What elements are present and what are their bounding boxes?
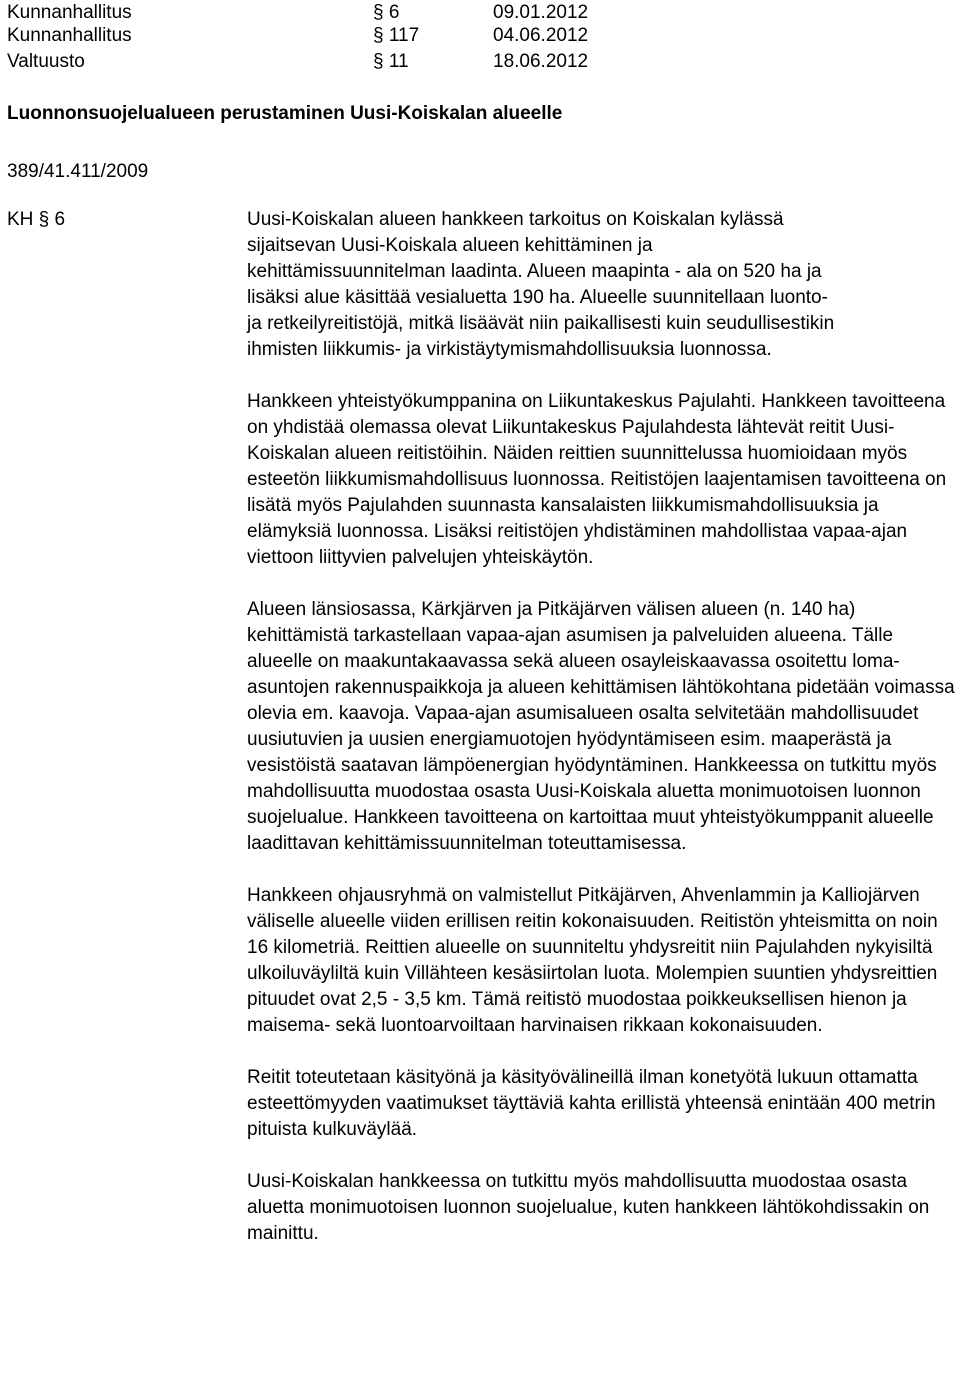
- meeting-date: 18.06.2012: [493, 51, 589, 72]
- paragraph: Hankkeen ohjausryhmä on valmistellut Pitkäjärven, Ahvenlammin ja Kalliojärven väliselle alueelle viiden erillisen reitin kokonaisuuden. Reitistön yhteismitta on noin 16 kilometriä. Reittien alueelle on suunniteltu yhdysreitit niin Pajulahden nykyisiltä ulkoiluväyliltä kuin Villähteen kesäsiirtolan luota. Molempien suuntien yhdysreittien pituudet ovat 2,5 - 3,5 km. Tämä reitistö muodostaa poikkeuksellisen hienon ja maisema- sekä luontoarvoiltaan harvinaisen rikkaan kokonaisuuden.: [247, 885, 938, 1036]
- paragraph: Reitit toteutetaan käsityönä ja käsityövälineillä ilman konetyötä lukuun ottamatta esteettömyyden vaatimukset täyttäviä kahta erillistä yhteensä enintään 400 metrin pituista kulkuväylää.: [247, 1067, 936, 1140]
- paragraph: Uusi-Koiskalan hankkeessa on tutkittu myös mahdollisuutta muodostaa osasta aluetta monimuotoisen luonnon suojelualue, kuten hankkeen lähtökohdissakin on mainittu.: [247, 1171, 930, 1244]
- meeting-body: Valtuusto: [7, 51, 85, 72]
- meeting-body: Kunnanhallitus: [7, 25, 132, 46]
- meeting-date: 09.01.2012: [493, 2, 589, 23]
- paragraph: Uusi-Koiskalan alueen hankkeen tarkoitus on Koiskalan kylässä sijaitsevan Uusi-Koiskala alueen kehittäminen ja kehittämissuunnitelman laadinta. Alueen maapinta - ala on 520 ha ja lisäksi alue käsittää vesialuetta 190 ha. Alueelle suunnitellaan luonto- ja retkeilyreitistöjä, mitkä lisäävät niin paikallisesti kuin seudullisestikin ihmisten liikkumis- ja virkistäytymismahdollisuuksia luonnossa.: [247, 209, 835, 360]
- paragraph-number: § 6: [373, 2, 400, 23]
- paragraph: Hankkeen yhteistyökumppanina on Liikuntakeskus Pajulahti. Hankkeen tavoitteena on yhdistää olemassa olevat Liikuntakeskus Pajulahdesta lähtevät reitit Uusi-Koiskalan alueen reitistöihin. Näiden reittien suunnittelussa huomioidaan myös esteetön liikkumismahdollisuus luonnossa. Reitistöjen laajentamisen tavoitteena on lisätä myös Pajulahden suunnasta kansalaisten liikkumismahdollisuuksia ja elämyksiä luonnossa. Lisäksi reitistöjen yhdistäminen mahdollistaa vapaa-ajan viettoon liittyvien palvelujen yhteiskäytön.: [247, 391, 947, 568]
- paragraph-number: § 117: [373, 25, 420, 46]
- meeting-body: Kunnanhallitus: [7, 2, 132, 23]
- kh-paragraph-label: KH § 6: [7, 209, 66, 230]
- body-text: [247, 207, 957, 1247]
- paragraph-number: § 11: [373, 51, 409, 72]
- meeting-date: 04.06.2012: [493, 25, 589, 46]
- document-title: Luonnonsuojelualueen perustaminen Uusi-Koiskalan alueelle: [7, 103, 563, 124]
- reference-number: 389/41.411/2009: [7, 161, 149, 182]
- paragraph: Alueen länsiosassa, Kärkjärven ja Pitkäjärven välisen alueen (n. 140 ha) kehittämistä tarkastellaan vapaa-ajan asumisen ja palveluiden alueena. Tälle alueelle on maakuntakaavassa sekä alueen osayleiskaavassa osoitettu loma-asuntojen rakennuspaikkoja ja alueen kehittämisen lähtökohtana pidetään voimassa olevia em. kaavoja. Vapaa-ajan asumisalueen osalta selvitetään mahdollisuudet uusiutuvien ja uusien energiamuotojen hyödyntämiseen esim. maaperästä ja vesistöistä saatavan lämpöenergian hyödyntäminen. Hankkeessa on tutkittu myös mahdollisuutta muodostaa osasta Uusi-Koiskala aluetta monimuotoisen luonnon suojelualue. Hankkeen tavoitteena on kartoittaa muut yhteistyökumppanit alueelle laadittavan kehittämissuunnitelman toteuttamisessa.: [247, 599, 955, 854]
